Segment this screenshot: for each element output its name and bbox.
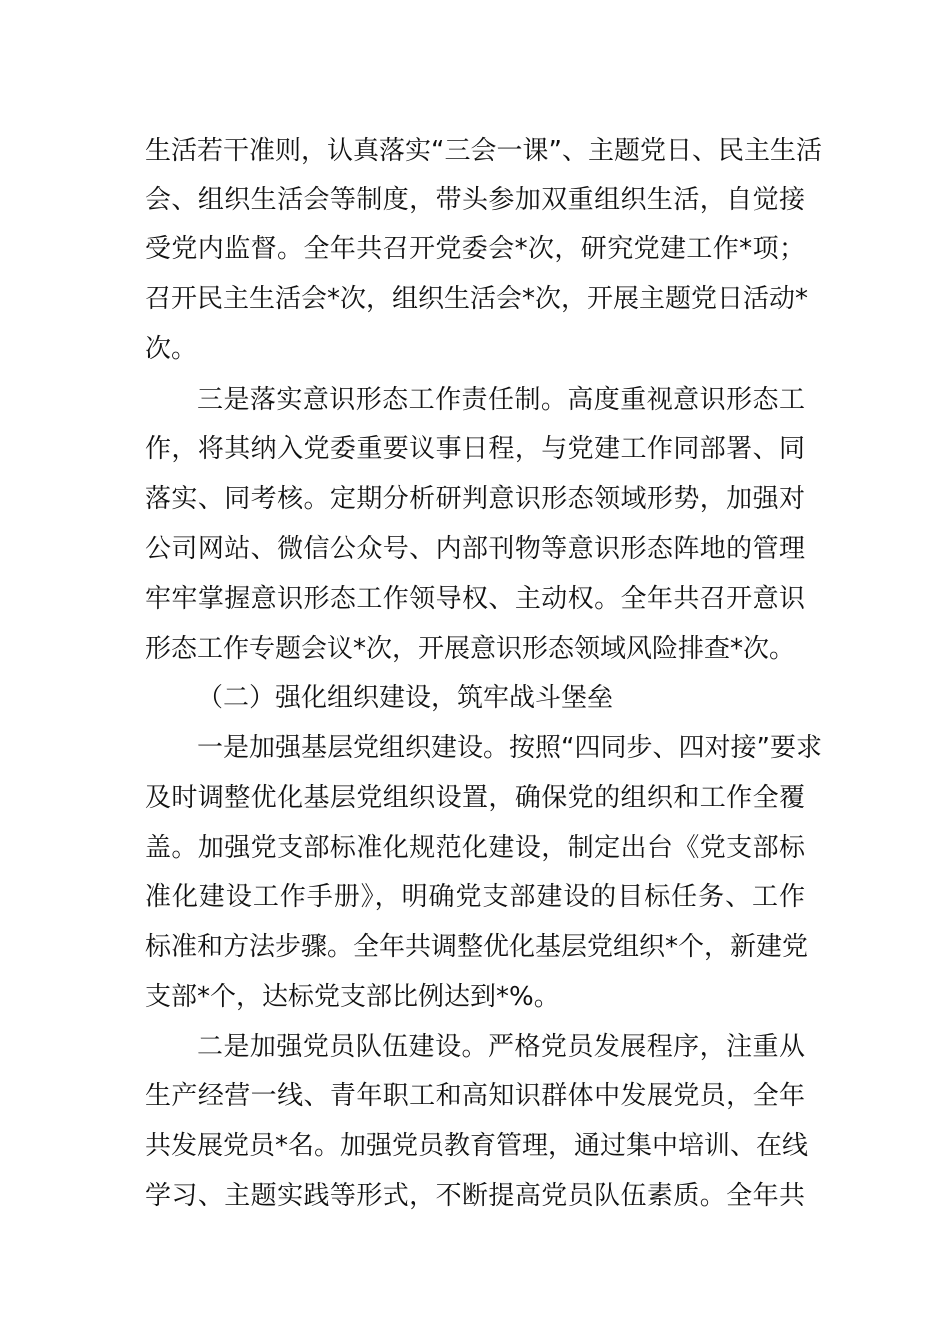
- text-line: 形态工作专题会议*次，开展意识形态领域风险排查*次。: [145, 634, 796, 664]
- text-line: 会、组织生活会等制度，带头参加双重组织生活，自觉接: [145, 185, 805, 215]
- text-line: 学习、主题实践等形式，不断提高党员队伍素质。全年共: [145, 1181, 805, 1211]
- text-line: 共发展党员*名。加强党员教育管理，通过集中培训、在线: [145, 1131, 809, 1161]
- text-line: 落实、同考核。定期分析研判意识形态领域形势，加强对: [145, 484, 805, 514]
- text-line: 支部*个，达标党支部比例达到*%。: [145, 982, 560, 1012]
- text-line: 受党内监督。全年共召开党委会*次，研究党建工作*项；: [145, 234, 805, 264]
- text-line: 次。: [145, 334, 198, 364]
- paragraph-first-line: 二是加强党员队伍建设。严格党员发展程序，注重从: [197, 1032, 805, 1062]
- text-line: 公司网站、微信公众号、内部刊物等意识形态阵地的管理: [145, 534, 805, 564]
- text-line: 生活若干准则，认真落实“三会一课”、主题党日、民主生活: [145, 136, 822, 166]
- text-line: 及时调整优化基层党组织设置，确保党的组织和工作全覆: [145, 783, 805, 813]
- text-line: 准化建设工作手册》，明确党支部建设的目标任务、工作: [145, 882, 805, 912]
- paragraph-first-line: 三是落实意识形态工作责任制。高度重视意识形态工: [197, 385, 805, 415]
- text-line: 牢牢掌握意识形态工作领导权、主动权。全年共召开意识: [145, 584, 805, 614]
- section-heading: （二）强化组织建设，筑牢战斗堡垒: [197, 683, 614, 713]
- text-line: 标准和方法步骤。全年共调整优化基层党组织*个，新建党: [145, 932, 809, 962]
- text-line: 召开民主生活会*次，组织生活会*次，开展主题党日活动*: [145, 284, 809, 314]
- text-line: 作，将其纳入党委重要议事日程，与党建工作同部署、同: [145, 434, 805, 464]
- text-line: 盖。加强党支部标准化规范化建设，制定出台《党支部标: [145, 833, 805, 863]
- text-line: 生产经营一线、青年职工和高知识群体中发展党员，全年: [145, 1081, 805, 1111]
- paragraph-first-line: 一是加强基层党组织建设。按照“四同步、四对接”要求: [197, 733, 822, 763]
